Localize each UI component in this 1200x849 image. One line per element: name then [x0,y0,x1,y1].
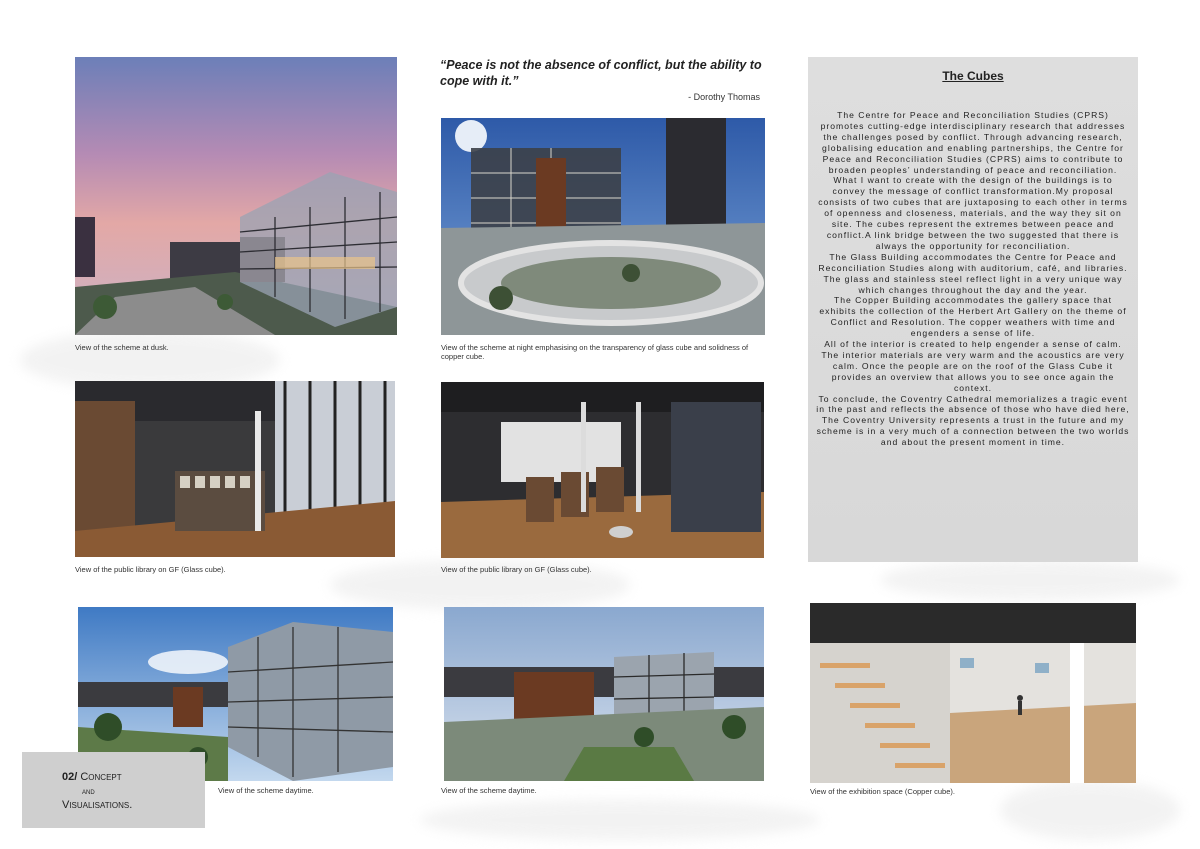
section-label-box [22,752,205,828]
caption-library-1: View of the public library on GF (Glass cube). [75,565,226,574]
caption-exhibition: View of the exhibition space (Copper cube). [810,787,955,796]
quote-author: - Dorothy Thomas [688,92,760,102]
panel-body [816,110,1130,448]
section-word-visualisations: Visualisations. [62,799,133,811]
panel-paragraph: The Glass Building accommodates the Centre for Peace and Reconciliation Studies along with auditorium, café, and libraries. The glass and stainless steel reflect light in a very unique way which changes throughout the day and the year. [818,251,1128,295]
panel-title: The Cubes [942,69,1004,83]
caption-library-2: View of the public library on GF (Glass cube). [441,565,592,574]
caption-night: View of the scheme at night emphasising on the transparency of glass cube and solidness of copper cube. [441,343,749,361]
section-number: 02/ [62,771,78,783]
render-night-image [441,118,765,335]
panel-paragraph: The Centre for Peace and Reconciliation Studies (CPRS) promotes cutting-edge interdisciplinary research that addresses the challenges posed by conflict. Through advancing research, globalising education and enabling partnerships, the Centre for Peace and Reconciliation Studies (CPRS) aims to contribute to broaden peoples’ understanding of peace and reconciliation. [820,110,1126,175]
render-library-image [441,382,764,558]
caption-daytime-1: View of the scheme daytime. [218,786,314,795]
render-daytime-image [444,607,764,781]
quote-text: “Peace is not the absence of conflict, but the ability to cope with it.” [440,58,762,88]
panel-paragraph: All of the interior is created to help engender a sense of calm. The interior materials are very warm and the acoustics are very calm. Once the people are on the roof of the Glass Cube it provides an overview that allows you to see once again the context. [821,339,1125,393]
render-dusk-image [75,57,397,335]
background-foliage [880,560,1180,600]
caption-daytime-2: View of the scheme daytime. [441,786,537,795]
caption-dusk: View of the scheme at dusk. [75,343,169,352]
text-panel [808,57,1138,562]
section-word-and: and [82,786,95,796]
render-exhibition-image [810,603,1136,783]
panel-paragraph: To conclude, the Coventry Cathedral memorializes a tragic event in the past and reflects the absence of those who have died here, The Coventry University represents a trust in the future and my scheme is in a very much of a connection between the two worlds and about the present moment in time. [816,393,1130,448]
panel-paragraph: The Copper Building accommodates the gallery space that exhibits the collection of the Herbert Art Gallery on the theme of Conflict and Resolution. The copper weathers with time and engenders a sense of life. [819,295,1127,339]
panel-paragraph: What I want to create with the design of the buildings is to convey the message of conflict transformation.My proposal consists of two cubes that are juxtaposing to each other in terms of openness and closeness, materials, and the way they sit on site. The cubes represent the extremes between peace and conflict.A link bridge between the two suggested that there is always the opportunity for reconciliation. [818,175,1128,251]
render-library-image [75,381,395,557]
section-word-concept: Concept [80,771,122,783]
background-foliage [420,800,820,840]
